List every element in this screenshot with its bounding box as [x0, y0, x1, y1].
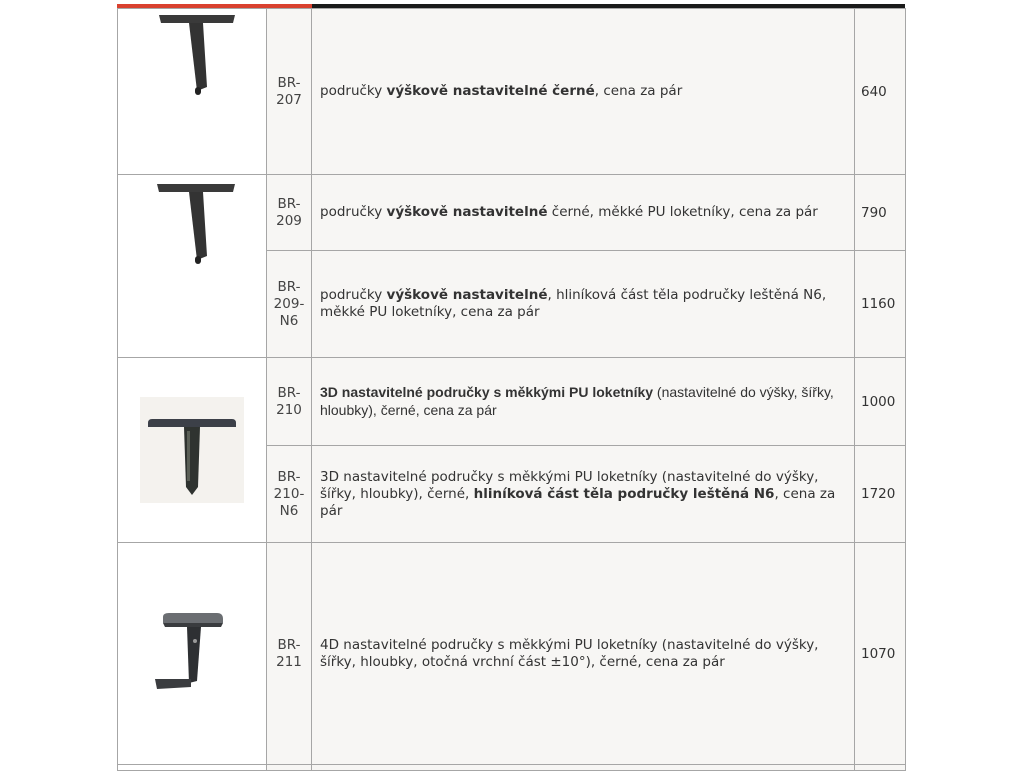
table-row — [118, 358, 906, 446]
description-text: , cena za pár — [594, 83, 683, 99]
product-code-line: 209- — [273, 295, 305, 312]
product-code-line: 210- — [273, 485, 305, 502]
product-description-cell — [312, 175, 855, 251]
armrest-t-shape-image — [147, 7, 237, 117]
product-code-line: BR- — [277, 636, 301, 653]
armrest-4d-image — [147, 609, 237, 699]
description-highlight: výškově nastavitelné — [386, 287, 548, 303]
price-value: 1000 — [861, 393, 896, 410]
table-row — [118, 543, 906, 765]
description-text: područky — [320, 204, 387, 220]
product-description-cell — [312, 446, 855, 543]
price-value: 1160 — [861, 296, 896, 312]
armrest-price-table — [117, 8, 906, 771]
price-value: 1070 — [861, 645, 896, 662]
top-accent-dark — [312, 4, 905, 8]
product-description-cell — [312, 358, 855, 446]
table-row — [118, 9, 906, 175]
description-text: , hliníková část těla područky leštěná N6, měkké PU loketníky, cena za pár — [320, 287, 827, 320]
price-value: 1720 — [861, 486, 896, 502]
product-code-line: 210 — [276, 401, 302, 418]
description-text: područky — [320, 83, 387, 99]
description-text: 4D nastavitelné područky s měkkými PU loketníky (nastavitelné do výšky, šířky, hloubky, otočná vrchní část ±10°), černé, cena za pár — [320, 636, 819, 670]
product-code-line: N6 — [279, 312, 299, 329]
description-highlight: hliníková část těla područky leštěná N6 — [473, 485, 775, 502]
product-price-cell — [855, 9, 906, 175]
product-image-cell — [118, 175, 267, 358]
description-text: područky — [320, 287, 387, 303]
product-code-line: BR- — [277, 278, 301, 295]
product-description-cell — [312, 543, 855, 765]
product-code-cell — [267, 9, 312, 175]
product-code-line: BR- — [277, 384, 301, 401]
product-image-cell — [118, 543, 267, 765]
top-accent-red — [117, 4, 312, 8]
product-code-cell — [267, 175, 312, 251]
description-highlight: výškově nastavitelné — [386, 204, 548, 220]
product-price-cell — [855, 543, 906, 765]
product-code-cell — [267, 446, 312, 543]
product-code-line: 209 — [276, 212, 302, 229]
product-code-line: BR- — [277, 468, 301, 485]
product-code-cell — [267, 358, 312, 446]
price-value: 790 — [861, 204, 887, 221]
product-description-cell — [312, 251, 855, 358]
product-image-cell — [118, 9, 267, 175]
top-accent-bar — [117, 4, 905, 8]
description-text: , cena za pár — [320, 485, 836, 519]
description-text: 3D nastavitelné područky s měkkými PU loketníky (nastavitelné do výšky, šířky, hloubky), černé, — [320, 468, 819, 502]
product-price-cell — [855, 175, 906, 251]
product-description-cell — [312, 9, 855, 175]
product-code-line: 211 — [276, 653, 302, 670]
product-image-cell — [118, 358, 267, 543]
product-code-line: BR- — [277, 74, 301, 91]
armrest-t-shape-image — [147, 176, 237, 286]
product-code-line: N6 — [279, 502, 299, 519]
description-highlight: 3D nastavitelné područky s měkkými PU loketníky — [320, 383, 654, 400]
product-price-cell — [855, 358, 906, 446]
description-text: černé, měkké PU loketníky, cena za pár — [547, 204, 818, 220]
product-price-cell — [855, 251, 906, 358]
price-value: 640 — [861, 83, 887, 100]
armrest-3d-image — [140, 397, 244, 503]
product-code-cell — [267, 251, 312, 358]
table-row — [118, 175, 906, 251]
description-text: (nastavitelné do výšky, šířky, hloubky), černé, cena za pár — [320, 383, 834, 418]
description-highlight: výškově nastavitelné černé — [386, 83, 595, 99]
product-code-line: BR- — [277, 195, 301, 212]
product-price-cell — [855, 446, 906, 543]
price-table-container — [117, 4, 905, 771]
product-code-line: 207 — [276, 91, 302, 108]
product-code-cell — [267, 543, 312, 765]
